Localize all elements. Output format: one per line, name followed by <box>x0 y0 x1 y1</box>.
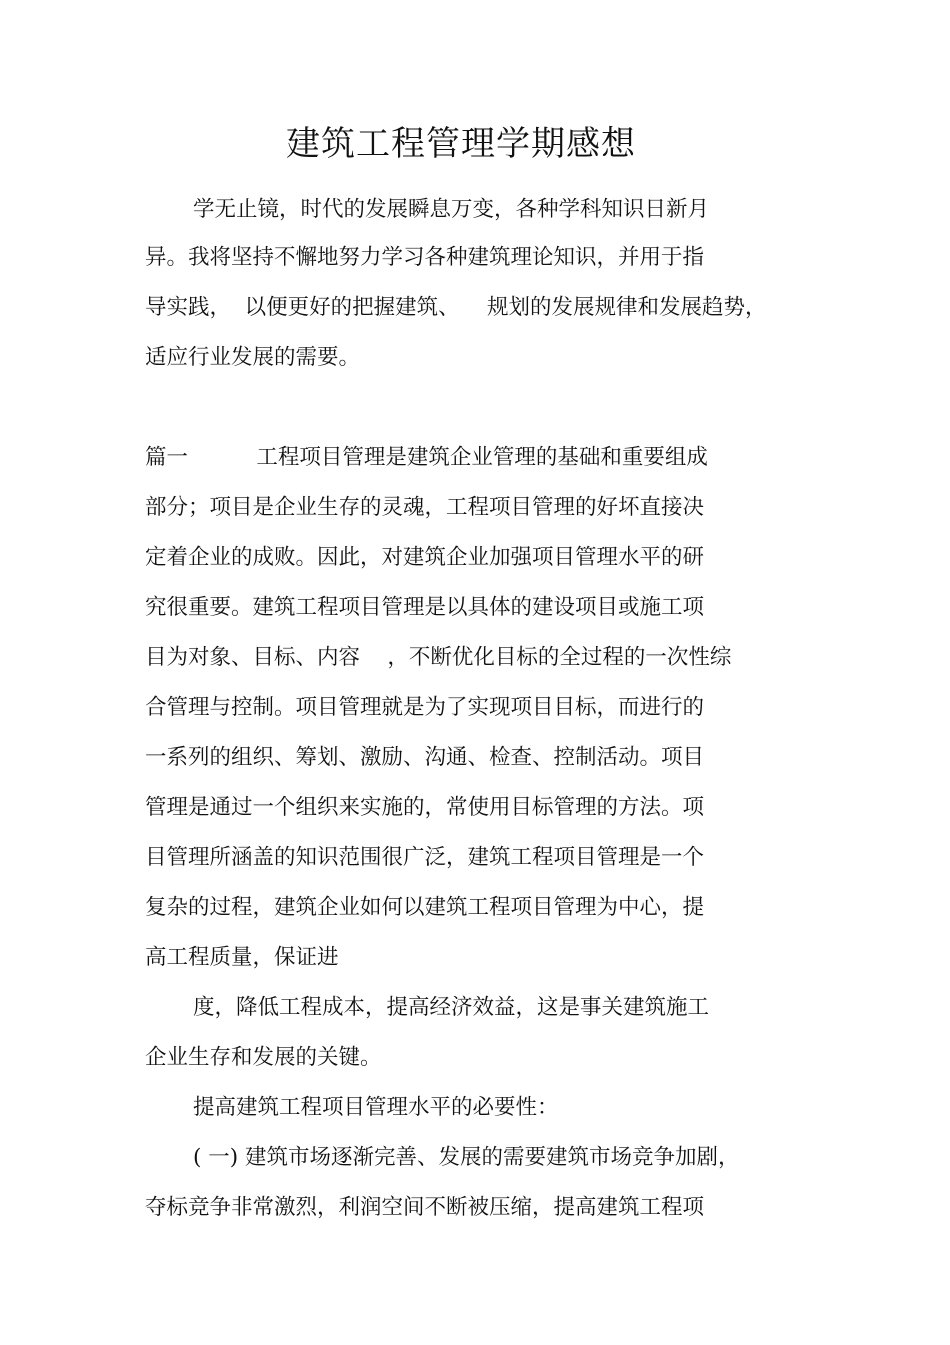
document-title: 建筑工程管理学期感想 <box>286 124 636 164</box>
text-line: 篇一 工程项目管理是建筑企业管理的基础和重要组成 <box>145 445 708 470</box>
text-line: 管理是通过一个组织来实施的，常使用目标管理的方法。项 <box>145 795 705 820</box>
text-line: 度，降低工程成本，提高经济效益，这是事关建筑施工 <box>193 995 710 1020</box>
text-line: 适应行业发展的需要。 <box>145 345 361 370</box>
text-line: 异。我将坚持不懈地努力学习各种建筑理论知识，并用于指 <box>145 245 705 270</box>
text-line: 目管理所涵盖的知识范围很广泛，建筑工程项目管理是一个 <box>145 845 705 870</box>
text-line: 一系列的组织、筹划、激励、沟通、检查、控制活动。项目 <box>145 745 705 770</box>
text-line: 定着企业的成败。因此，对建筑企业加强项目管理水平的研 <box>145 545 705 570</box>
text-line: 提高建筑工程项目管理水平的必要性： <box>193 1095 559 1120</box>
text-line: 导实践， 以便更好的把握建筑、 规划的发展规律和发展趋势， <box>145 295 767 320</box>
text-line: 目为对象、目标、内容 ，不断优化目标的全过程的一次性综 <box>145 645 732 670</box>
text-line: 合管理与控制。项目管理就是为了实现项目目标，而进行的 <box>145 695 705 720</box>
text-line: 高工程质量，保证进 <box>145 945 339 970</box>
text-line: ( 一) 建筑市场逐渐完善、发展的需要建筑市场竞争加剧， <box>193 1145 740 1170</box>
text-line: 复杂的过程，建筑企业如何以建筑工程项目管理为中心，提 <box>145 895 705 920</box>
text-line: 究很重要。建筑工程项目管理是以具体的建设项目或施工项 <box>145 595 705 620</box>
text-line: 学无止镜，时代的发展瞬息万变，各种学科知识日新月 <box>193 197 710 222</box>
text-line: 企业生存和发展的关键。 <box>145 1045 382 1070</box>
text-line: 部分；项目是企业生存的灵魂，工程项目管理的好坏直接决 <box>145 495 705 520</box>
text-line: 夺标竞争非常激烈，利润空间不断被压缩，提高建筑工程项 <box>145 1195 705 1220</box>
